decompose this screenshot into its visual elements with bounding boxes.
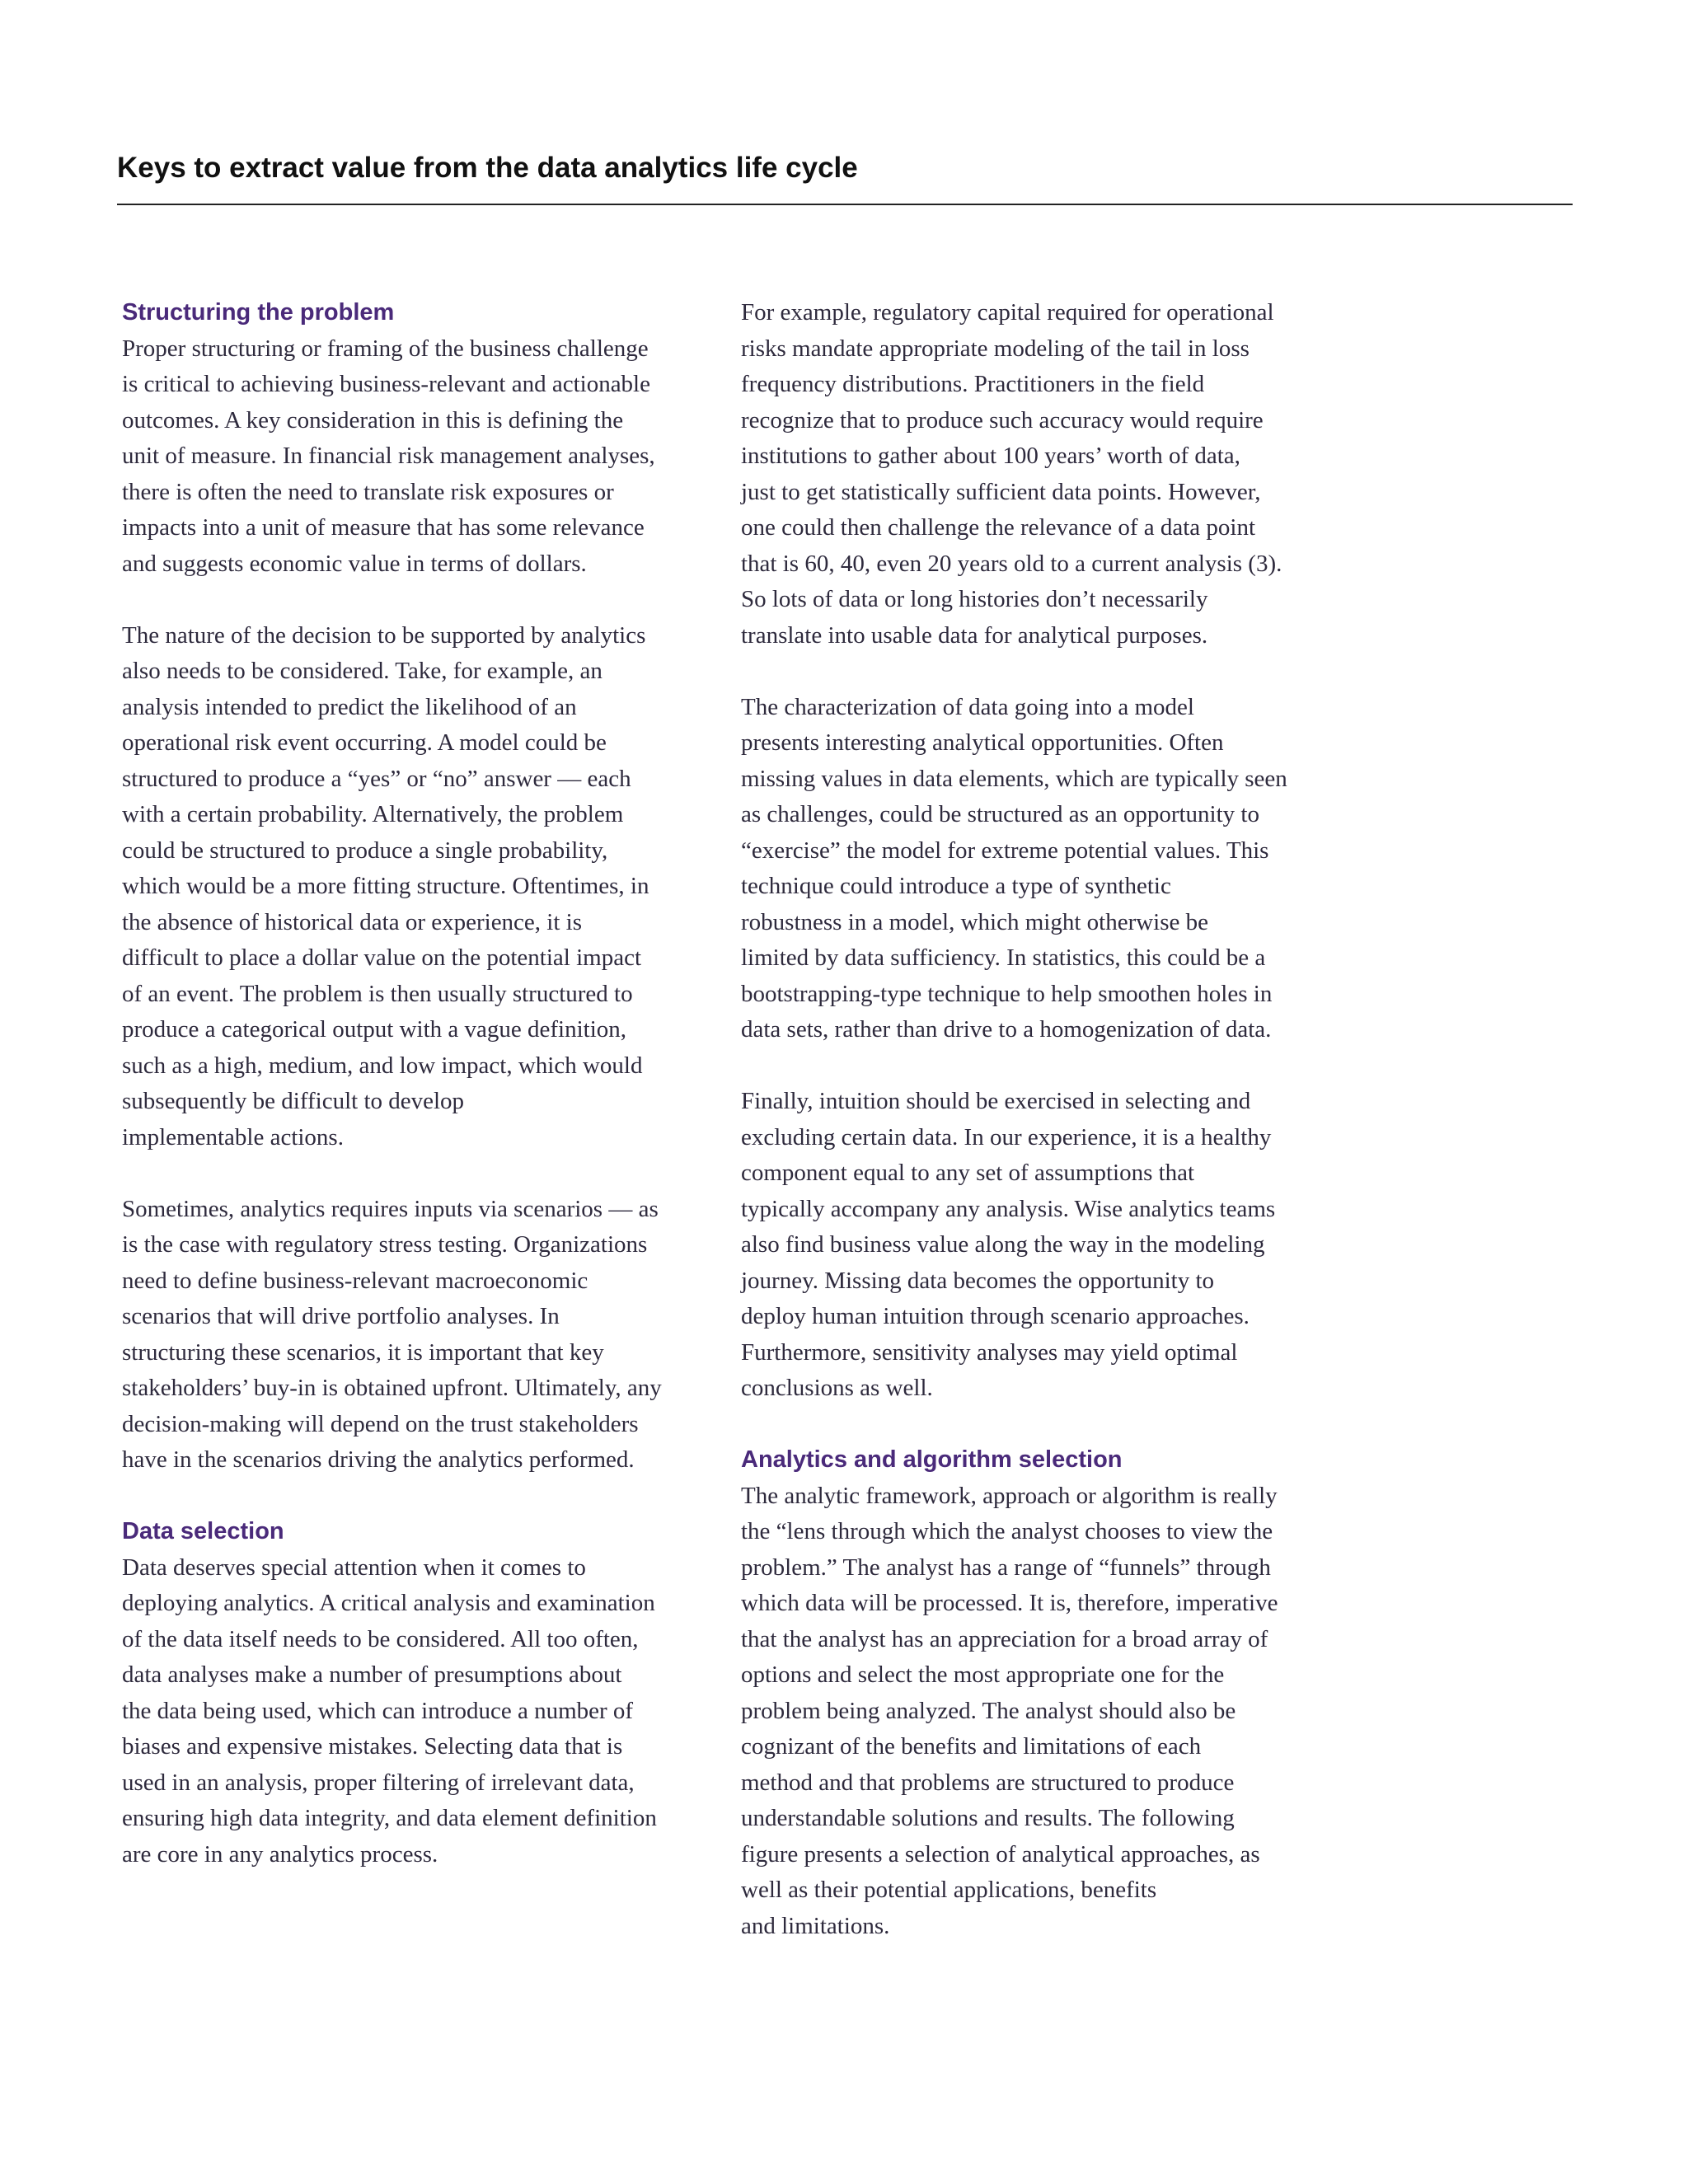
text-line: is critical to achieving business-relevant and actionable bbox=[122, 371, 650, 397]
text-line: Finally, intuition should be exercised in selecting and bbox=[741, 1088, 1251, 1114]
text-line: such as a high, medium, and low impact, which would bbox=[122, 1052, 643, 1079]
text-line: For example, regulatory capital required for operational bbox=[741, 299, 1274, 326]
text-line: unit of measure. In financial risk management analyses, bbox=[122, 443, 655, 469]
text-line: recognize that to produce such accuracy would require bbox=[741, 406, 1264, 434]
text-line: technique could introduce a type of synthetic bbox=[741, 873, 1171, 899]
text-line: understandable solutions and results. The following bbox=[741, 1805, 1235, 1831]
section-heading-structuring: Structuring the problem bbox=[122, 299, 395, 326]
section-heading-data-selection: Data selection bbox=[122, 1518, 284, 1544]
text-line: outcomes. A key consideration in this is defining the bbox=[122, 406, 624, 434]
text-line: also needs to be considered. Take, for example, an bbox=[122, 658, 603, 684]
section-heading-analytics-algorithm: Analytics and algorithm selection bbox=[741, 1446, 1123, 1473]
text-line: “exercise” the model for extreme potential values. This bbox=[741, 837, 1269, 864]
text-line: data sets, rather than drive to a homogenization of data. bbox=[741, 1016, 1272, 1043]
text-line: analysis intended to predict the likelihood of an bbox=[122, 693, 577, 720]
text-line: ensuring high data integrity, and data element definition bbox=[122, 1805, 657, 1831]
text-line: is the case with regulatory stress testing. Organizations bbox=[122, 1231, 648, 1258]
text-line: subsequently be difficult to develop bbox=[122, 1088, 465, 1114]
text-line: typically accompany any analysis. Wise analytics teams bbox=[741, 1195, 1276, 1222]
text-line: impacts into a unit of measure that has some relevance bbox=[122, 514, 645, 541]
text-line: well as their potential applications, benefits bbox=[741, 1877, 1157, 1903]
text-line: The analytic framework, approach or algorithm is really bbox=[741, 1482, 1278, 1509]
page-title: Keys to extract value from the data analytics life cycle bbox=[117, 152, 858, 184]
text-line: bootstrapping-type technique to help smoothen holes in bbox=[741, 980, 1273, 1007]
text-line: translate into usable data for analytical purposes. bbox=[741, 621, 1208, 649]
text-line: data analyses make a number of presumptions about bbox=[122, 1661, 622, 1688]
text-line: limited by data sufficiency. In statistics, this could be a bbox=[741, 944, 1266, 971]
text-line: that the analyst has an appreciation for a broad array of bbox=[741, 1625, 1268, 1652]
left-column bbox=[122, 295, 699, 1872]
text-line: structuring these scenarios, it is important that key bbox=[122, 1338, 604, 1366]
text-line: used in an analysis, proper filtering of irrelevant data, bbox=[122, 1769, 635, 1796]
text-line: of the data itself needs to be considered. All too often, bbox=[122, 1625, 639, 1652]
text-line: that is 60, 40, even 20 years old to a current analysis (3). bbox=[741, 550, 1282, 577]
paragraph bbox=[122, 618, 699, 1156]
text-line: with a certain probability. Alternatively, the problem bbox=[122, 801, 624, 827]
text-line: the “lens through which the analyst chooses to view the bbox=[741, 1518, 1273, 1544]
text-line: of an event. The problem is then usually structured to bbox=[122, 980, 633, 1007]
text-line: method and that problems are structured to produce bbox=[741, 1769, 1235, 1796]
text-line: need to define business-relevant macroeconomic bbox=[122, 1267, 588, 1294]
text-line: missing values in data elements, which are typically seen bbox=[741, 765, 1287, 792]
text-line: excluding certain data. In our experience, it is a healthy bbox=[741, 1123, 1272, 1151]
text-line: Sometimes, analytics requires inputs via scenarios — as bbox=[122, 1195, 659, 1222]
text-line: institutions to gather about 100 years’ worth of data, bbox=[741, 443, 1240, 469]
text-line: journey. Missing data becomes the opportunity to bbox=[741, 1267, 1214, 1294]
text-line: deploying analytics. A critical analysis and examination bbox=[122, 1590, 655, 1616]
text-line: component equal to any set of assumptions that bbox=[741, 1160, 1195, 1186]
text-line: The nature of the decision to be supported by analytics bbox=[122, 621, 646, 649]
text-line: also find business value along the way in the modeling bbox=[741, 1231, 1265, 1258]
text-line: frequency distributions. Practitioners in the field bbox=[741, 371, 1205, 397]
text-line: figure presents a selection of analytical approaches, as bbox=[741, 1840, 1260, 1868]
right-column bbox=[741, 295, 1318, 1944]
text-line: scenarios that will drive portfolio analyses. In bbox=[122, 1303, 560, 1329]
text-line: So lots of data or long histories don’t necessarily bbox=[741, 586, 1208, 612]
paragraph bbox=[122, 331, 699, 583]
text-line: which data will be processed. It is, therefore, imperative bbox=[741, 1590, 1278, 1616]
text-line: the data being used, which can introduce a number of bbox=[122, 1697, 634, 1724]
text-line: presents interesting analytical opportunities. Often bbox=[741, 729, 1224, 756]
text-line: stakeholders’ buy-in is obtained upfront. Ultimately, any bbox=[122, 1375, 662, 1401]
text-line: which would be a more fitting structure. Oftentimes, in bbox=[122, 873, 649, 899]
text-line: are core in any analytics process. bbox=[122, 1840, 438, 1868]
text-line: structured to produce a “yes” or “no” answer — each bbox=[122, 765, 631, 792]
text-line: and suggests economic value in terms of dollars. bbox=[122, 550, 587, 577]
text-line: Data deserves special attention when it comes to bbox=[122, 1554, 586, 1581]
text-line: and limitations. bbox=[741, 1912, 890, 1939]
text-line: Furthermore, sensitivity analyses may yield optimal bbox=[741, 1338, 1238, 1366]
text-line: produce a categorical output with a vague definition, bbox=[122, 1016, 627, 1043]
text-line: deploy human intuition through scenario approaches. bbox=[741, 1303, 1250, 1329]
text-line: could be structured to produce a single probability, bbox=[122, 837, 608, 864]
text-line: difficult to place a dollar value on the potential impact bbox=[122, 944, 641, 971]
text-line: robustness in a model, which might otherwise be bbox=[741, 908, 1209, 935]
title-divider bbox=[117, 204, 1573, 205]
paragraph bbox=[122, 1192, 699, 1479]
paragraph bbox=[741, 295, 1318, 654]
text-line: options and select the most appropriate one for the bbox=[741, 1661, 1225, 1688]
text-line: just to get statistically sufficient data points. However, bbox=[741, 478, 1261, 505]
paragraph bbox=[741, 1084, 1318, 1407]
text-line: have in the scenarios driving the analytics performed. bbox=[122, 1446, 635, 1473]
text-line: risks mandate appropriate modeling of the tail in loss bbox=[741, 335, 1250, 362]
paragraph bbox=[122, 1550, 699, 1873]
text-line: problem.” The analyst has a range of “funnels” through bbox=[741, 1554, 1271, 1581]
text-line: biases and expensive mistakes. Selecting data that is bbox=[122, 1733, 623, 1760]
paragraph bbox=[741, 690, 1318, 1048]
text-line: The characterization of data going into a model bbox=[741, 693, 1194, 720]
text-line: Proper structuring or framing of the business challenge bbox=[122, 335, 649, 362]
text-line: implementable actions. bbox=[122, 1123, 344, 1151]
paragraph bbox=[741, 1479, 1318, 1945]
text-line: the absence of historical data or experience, it is bbox=[122, 908, 583, 935]
text-line: there is often the need to translate risk exposures or bbox=[122, 478, 614, 505]
text-line: problem being analyzed. The analyst should also be bbox=[741, 1697, 1236, 1724]
text-line: one could then challenge the relevance of a data point bbox=[741, 514, 1256, 541]
text-line: as challenges, could be structured as an opportunity to bbox=[741, 801, 1259, 827]
text-line: cognizant of the benefits and limitations of each bbox=[741, 1733, 1202, 1760]
text-line: conclusions as well. bbox=[741, 1375, 933, 1401]
text-line: operational risk event occurring. A model could be bbox=[122, 729, 607, 756]
text-line: decision-making will depend on the trust stakeholders bbox=[122, 1410, 639, 1437]
